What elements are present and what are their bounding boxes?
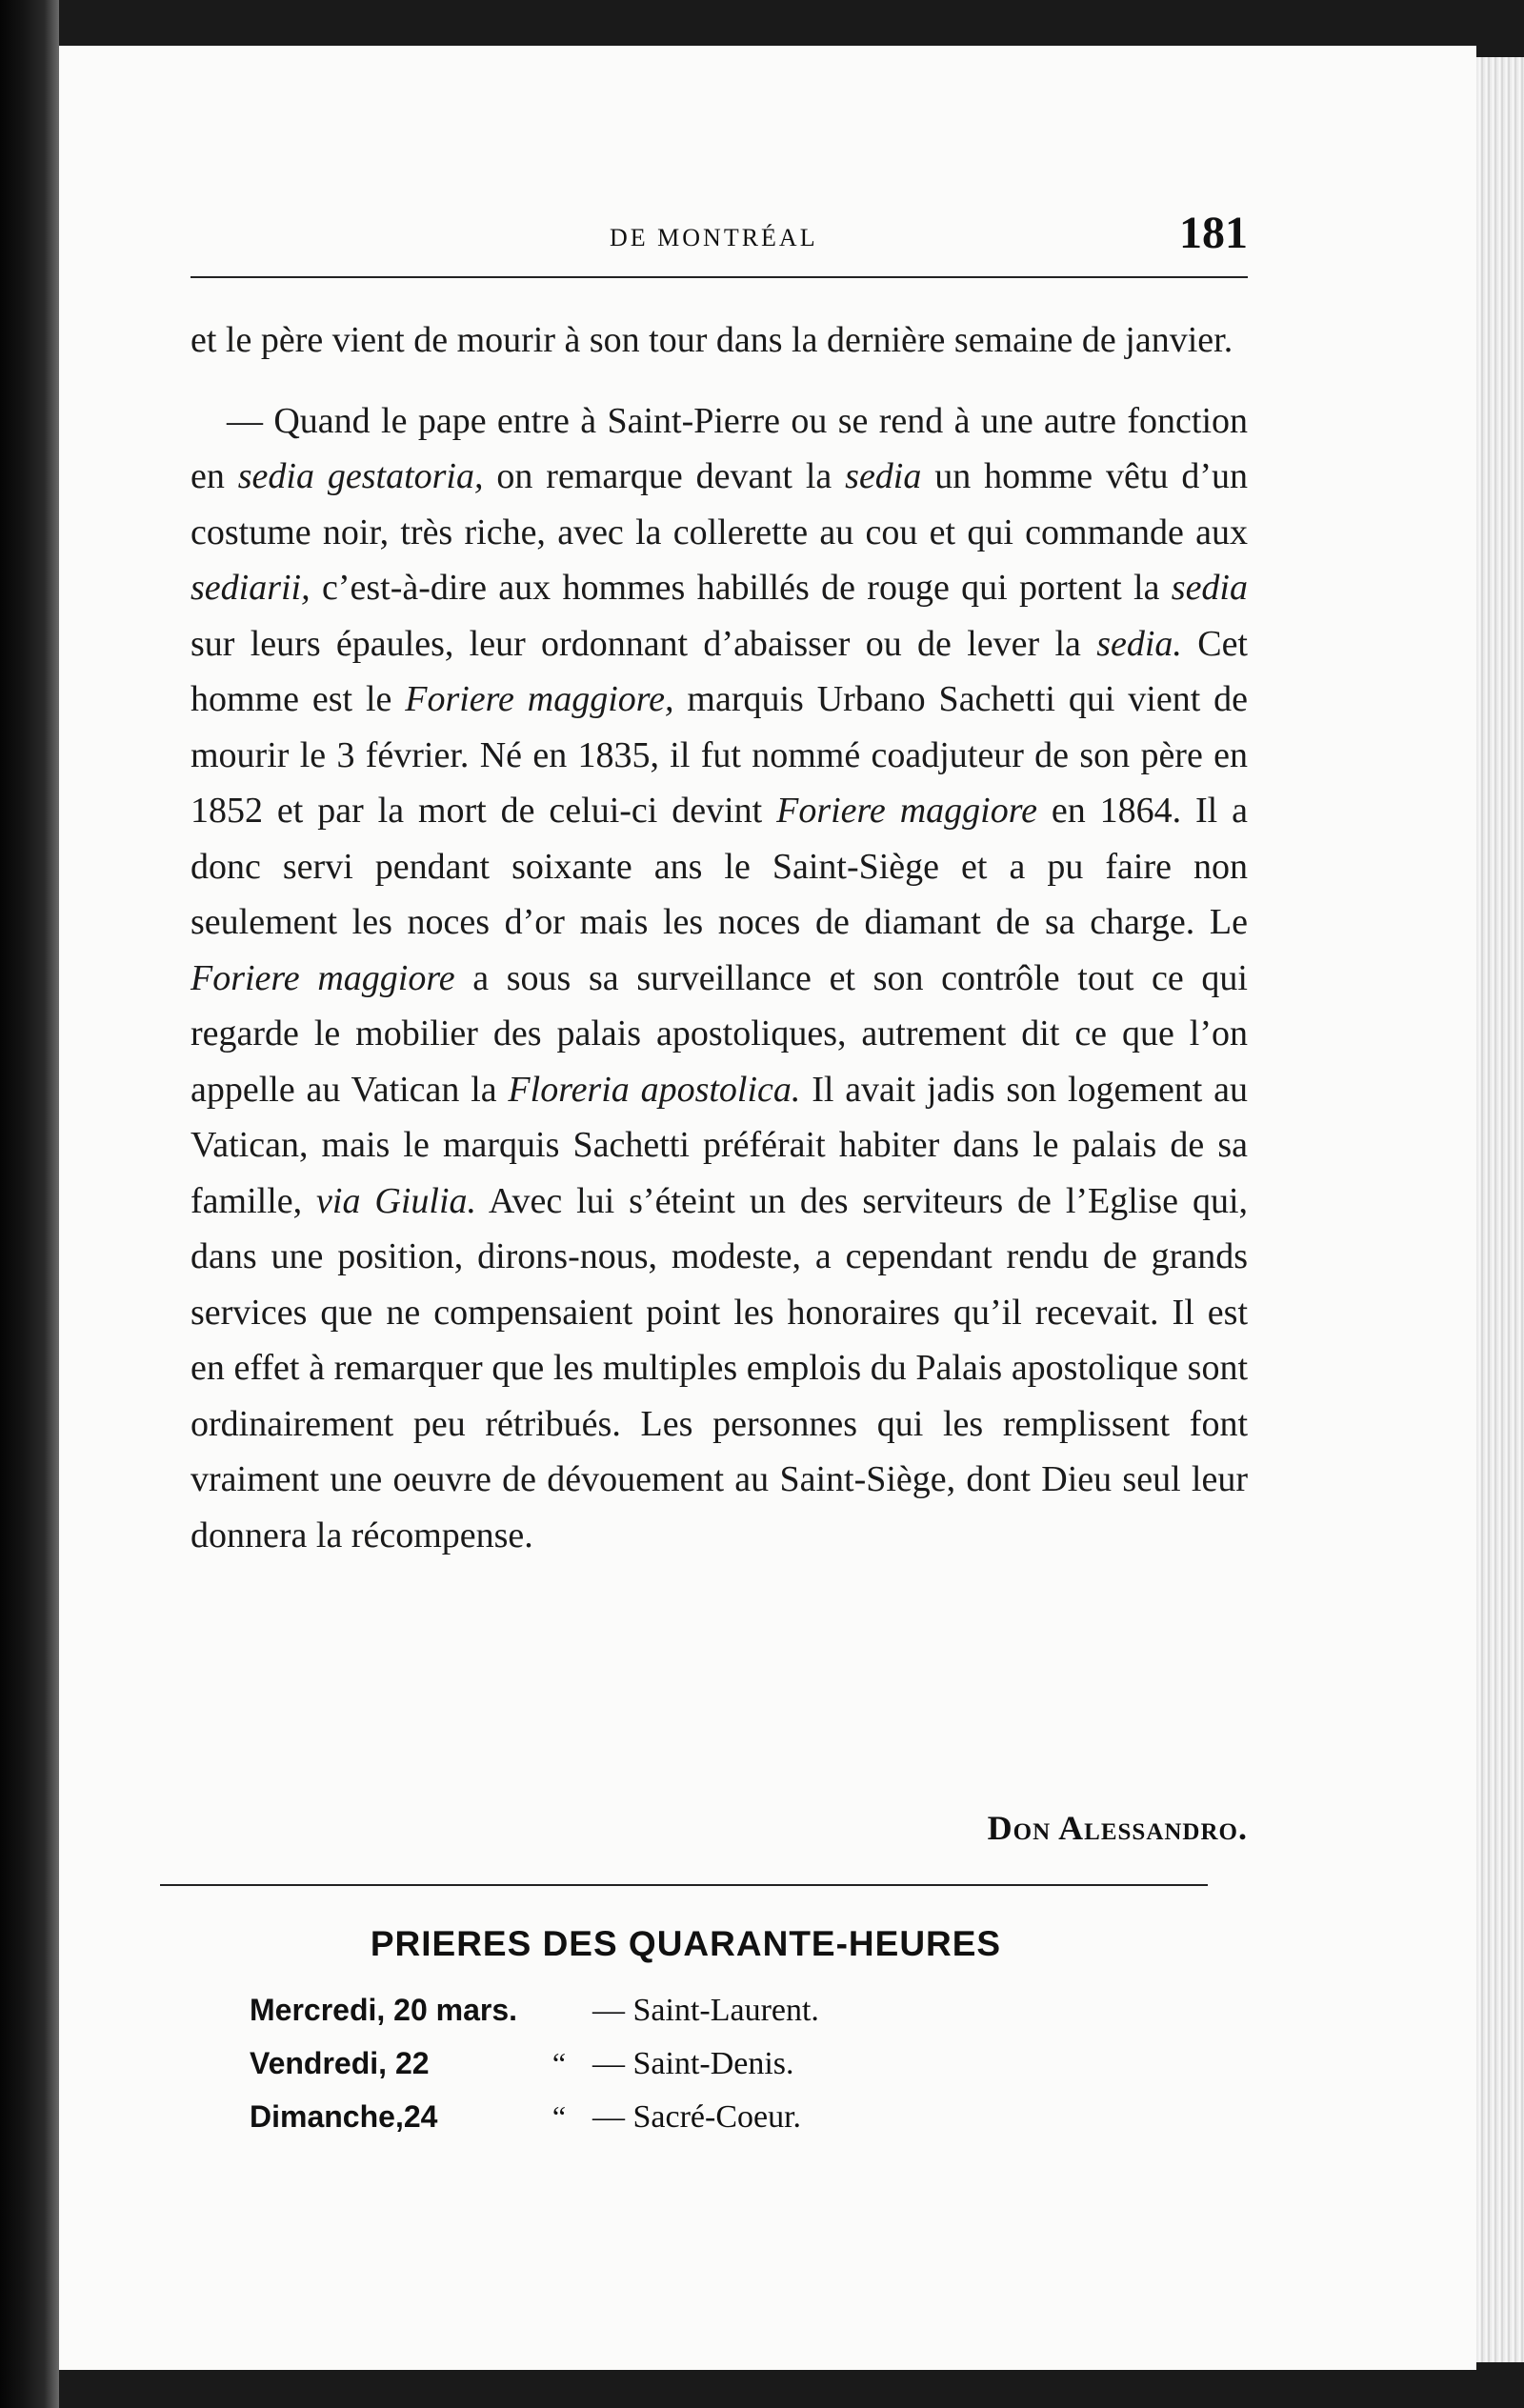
text-run: c’est-à-dire aux hommes habillés de rouge qui portent la bbox=[310, 568, 1172, 608]
text-run: marquis Urbano Sachetti qui vient de mourir le 3 février. Né en 1835, il fut nommé coadjuteur de son père en 1852 et par la mort de celui-ci devint bbox=[190, 679, 1248, 831]
running-title: DE MONTRÉAL bbox=[610, 224, 818, 251]
schedule-day: Mercredi, 20 mars. bbox=[250, 1993, 518, 2027]
schedule-row bbox=[250, 2090, 819, 2143]
header-rule bbox=[190, 276, 1248, 278]
ditto-mark: “ bbox=[551, 2099, 567, 2134]
book-binding-edge bbox=[0, 0, 59, 2408]
schedule-church: — Saint-Denis. bbox=[592, 2046, 794, 2081]
text-run: Cet homme est le bbox=[190, 623, 1248, 719]
italic-term: Floreria apostolica. bbox=[508, 1069, 801, 1110]
italic-term: Foriere maggiore bbox=[776, 791, 1037, 831]
text-run: on remarque devant la bbox=[483, 456, 846, 496]
ditto-mark: “ bbox=[551, 2046, 567, 2080]
section-rule bbox=[160, 1884, 1208, 1886]
paragraph-1: et le père vient de mourir à son tour dans la dernière semaine de janvier. bbox=[190, 320, 1233, 360]
italic-term: Foriere maggiore bbox=[190, 957, 455, 998]
italic-term: sedia. bbox=[1096, 623, 1182, 664]
text-run: — Quand le pape entre à Saint-Pierre ou se rend à une autre fonction en bbox=[190, 400, 1248, 496]
italic-term: sedia bbox=[845, 456, 922, 496]
article-body bbox=[190, 312, 1248, 1563]
section-title: PRIERES DES QUARANTE-HEURES bbox=[370, 1924, 1002, 1963]
text-run: en 1864. Il a donc servi pendant soixante ans le Saint-Siège et a pu faire non seulement les noces d’or mais les noces de diamant de sa charge. Le bbox=[190, 791, 1248, 942]
schedule-church: — Saint-Laurent. bbox=[592, 1993, 819, 2028]
schedule-row bbox=[250, 2037, 819, 2090]
text-run: un homme vêtu d’un costume noir, très riche, avec la collerette au cou et qui commande aux bbox=[190, 456, 1249, 552]
italic-term: sedia bbox=[1171, 568, 1248, 608]
schedule-day: Vendredi, 22 bbox=[250, 2046, 430, 2080]
italic-term: Foriere maggiore, bbox=[405, 679, 674, 719]
schedule-church: — Sacré-Coeur. bbox=[592, 2099, 802, 2135]
page-header bbox=[190, 208, 1248, 281]
page-number: 181 bbox=[1179, 208, 1248, 258]
text-run: Il avait jadis son logement au Vatican, mais le marquis Sachetti préférait habiter dans le palais de sa famille, bbox=[190, 1069, 1249, 1221]
text-run: Avec lui s’éteint un des serviteurs de l’Eglise qui, dans une position, dirons-nous, modeste, a cependant rendu de grands services que ne compensaient point les honoraires qu’il recevait. Il est en effet à remarquer que les multiples emplois du Palais apostolique sont ordinairement peu rétribués. Les personnes qui les remplissent font vraiment une oeuvre de dévouement au Saint-Siège, dont Dieu seul leur donnera la récompense. bbox=[190, 1180, 1248, 1555]
schedule-list bbox=[250, 1983, 819, 2143]
italic-term: sediarii, bbox=[190, 568, 311, 608]
paragraph-2 bbox=[190, 393, 1248, 1564]
text-run: sur leurs épaules, leur ordonnant d’abaisser ou de lever la bbox=[190, 623, 1097, 664]
author-signature: Don Alessandro. bbox=[987, 1809, 1248, 1847]
schedule-row bbox=[250, 1983, 819, 2037]
italic-term: sedia gestatoria, bbox=[237, 456, 484, 496]
italic-term: via Giulia. bbox=[316, 1180, 477, 1221]
schedule-day: Dimanche,24 bbox=[250, 2099, 438, 2134]
text-run: a sous sa surveillance et son contrôle tout ce qui regarde le mobilier des palais apostoliques, autrement dit ce que l’on appelle au Vatican la bbox=[190, 957, 1248, 1110]
